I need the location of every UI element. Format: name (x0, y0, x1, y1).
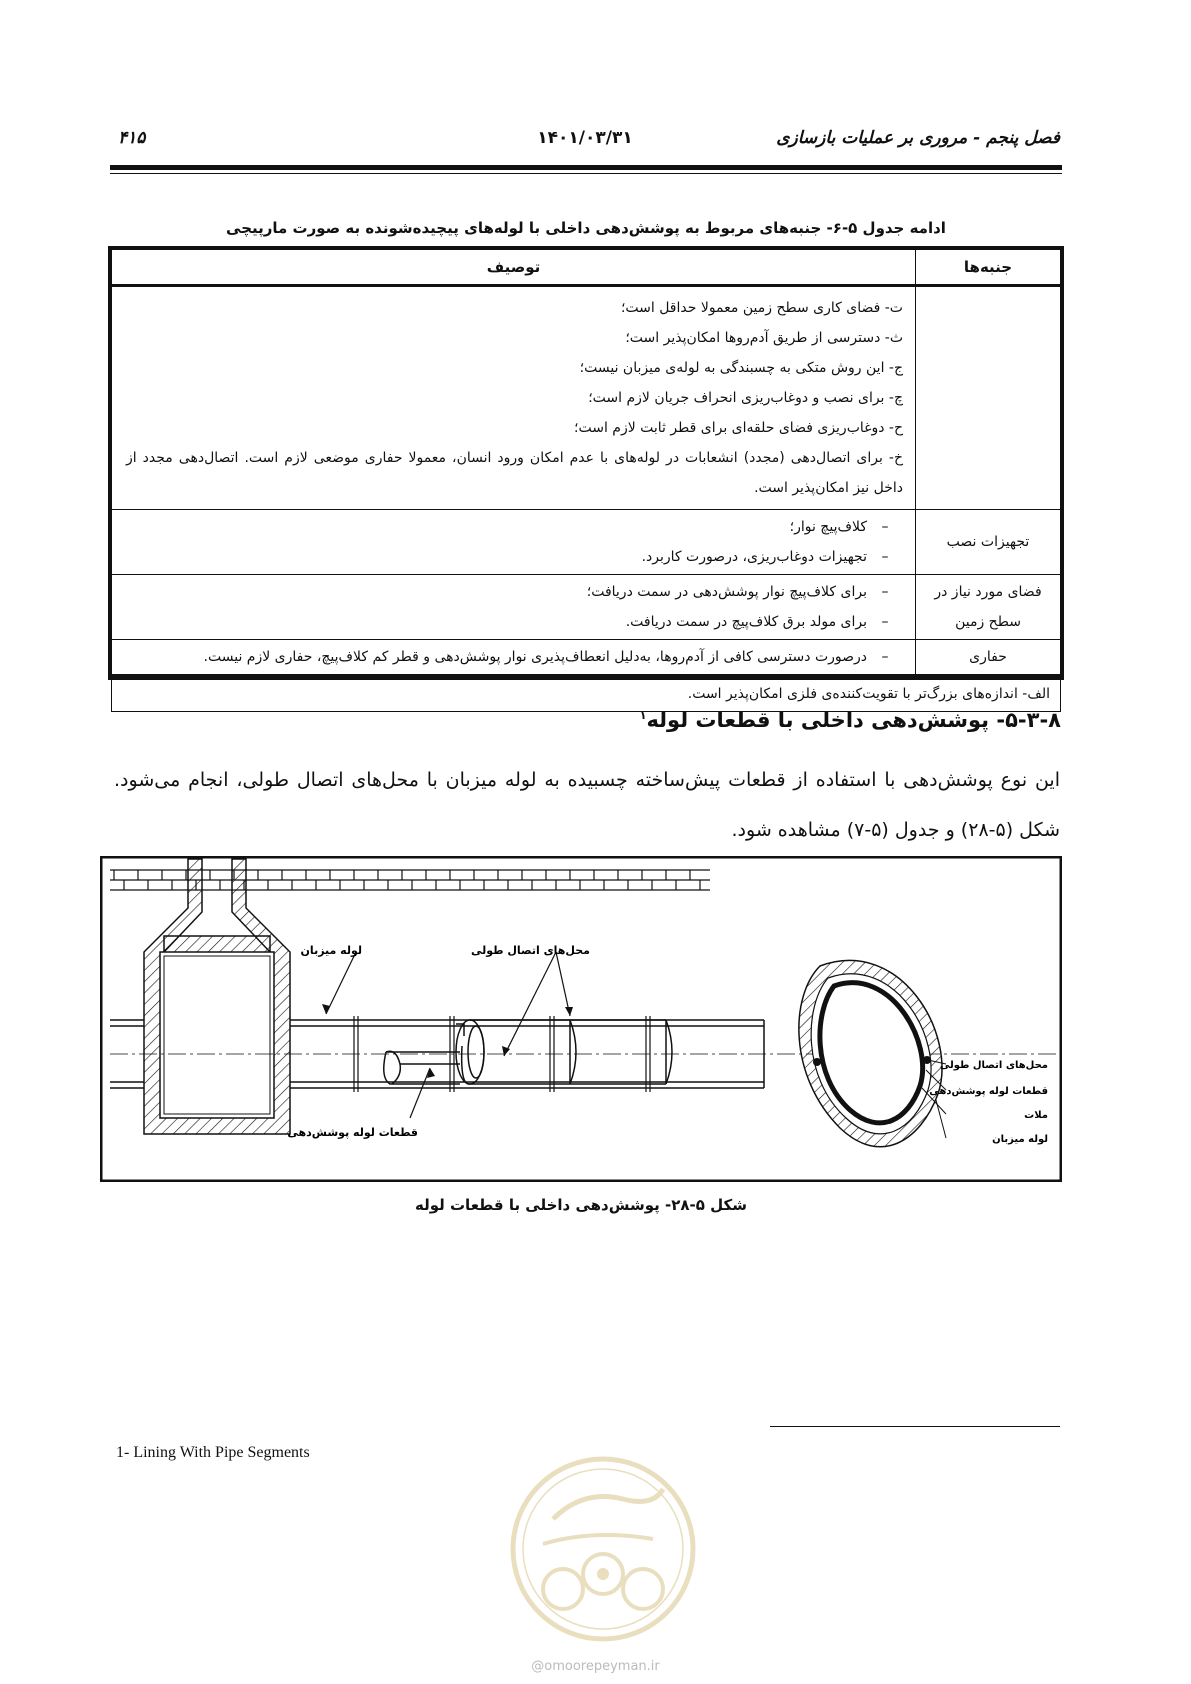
bullet-item (126, 607, 903, 637)
row1-aspect (916, 286, 1061, 510)
desc-line: ج- این روش متکی به چسبندگی به لوله‌ی میزبان نیست؛ (579, 360, 903, 376)
desc-line: ث- دسترسی از طریق آدم‌روها امکان‌پذیر است؛ (625, 330, 903, 346)
xs-label-mortar: ملات (1024, 1110, 1048, 1121)
table-caption: ادامه جدول ۵-۶- جنبه‌های مربوط به پوشش‌دهی داخلی با لوله‌های پیچیده‌شونده به صورت مارپیچی (226, 219, 946, 237)
publisher-logo-watermark (503, 1449, 703, 1649)
table-footnote-row (112, 676, 1061, 712)
footnote-rule (770, 1426, 1060, 1427)
row4-description (112, 640, 916, 676)
bullet-item (126, 642, 903, 672)
bullet-dash: – (881, 649, 889, 665)
desc-line: چ- برای نصب و دوغاب‌ریزی انحراف جریان لازم است؛ (588, 390, 903, 406)
table-row (112, 286, 1061, 510)
table-header-row (112, 250, 1061, 286)
aspect-line: فضای مورد نیاز در (934, 584, 1042, 600)
bullet-dash: – (881, 549, 889, 565)
footnote-marker: ۱ (639, 709, 647, 722)
section-heading (640, 708, 1061, 732)
bullet-text: کلاف‌پیچ نوار؛ (789, 519, 867, 535)
watermark-handle: @omoorepeyman.ir (531, 1659, 660, 1674)
row1-description (112, 286, 916, 510)
desc-line: داخل نیز امکان‌پذیر است. (754, 480, 903, 496)
bullet-item (126, 542, 903, 572)
header-date: ۱۴۰۱/۰۳/۳۱ (537, 128, 633, 148)
row2-description (112, 510, 916, 575)
bullet-text: تجهیزات دوغاب‌ریزی، درصورت کاربرد. (641, 549, 867, 565)
bullet-text: درصورت دسترسی کافی از آدم‌روها، به‌دلیل انعطاف‌پذیری نوار پوشش‌دهی و قطر کم کلاف‌پیچ، حفاری لازم نیست. (203, 649, 867, 665)
table-row (112, 640, 1061, 676)
desc-line: ح- دوغاب‌ریزی فضای حلقه‌ای برای قطر ثابت لازم است؛ (574, 420, 903, 436)
pipe-segment-lining-figure (100, 856, 1062, 1182)
manhole-inner (164, 956, 270, 1114)
table-row (112, 575, 1061, 640)
xs-label-joints: محل‌های اتصال طولی (939, 1060, 1048, 1071)
xs-label-host: لوله میزبان (992, 1134, 1048, 1145)
row4-aspect: حفاری (916, 640, 1061, 676)
row3-aspect (916, 575, 1061, 640)
xs-label-segments: قطعات لوله پوشش‌دهی (929, 1086, 1048, 1097)
bullet-dash: – (881, 519, 889, 535)
paragraph-line: شکل (۵-۲۸) و جدول (۵-۷) مشاهده شود. (731, 819, 1060, 841)
page-header (110, 128, 1060, 158)
paragraph-line: این نوع پوشش‌دهی با استفاده از قطعات پیش‌ساخته چسبیده به لوله میزبان با محل‌های اتصال طولی، انجام می‌شود. (114, 769, 1060, 791)
bullet-dash: – (881, 614, 889, 630)
page-number: ۴۱۵ (118, 128, 146, 148)
body-paragraph (114, 755, 1060, 855)
table-row (112, 510, 1061, 575)
header-aspects: جنبه‌ها (916, 250, 1061, 286)
bullet-item (126, 577, 903, 607)
bullet-text: برای کلاف‌پیچ نوار پوشش‌دهی در سمت دریافت؛ (586, 584, 867, 600)
row2-aspect: تجهیزات نصب (916, 510, 1061, 575)
joint-dot-left (813, 1058, 821, 1066)
figure-caption: شکل ۵-۲۸- پوشش‌دهی داخلی با قطعات لوله (415, 1196, 747, 1214)
desc-line: خ- برای اتصال‌دهی (مجدد) انشعابات در لوله‌های با عدم امکان ورود انسان، معمولا حفاری موضعی لازم است. اتصال‌دهی مجدد از (126, 450, 903, 466)
desc-line: ت- فضای کاری سطح زمین معمولا حداقل است؛ (620, 300, 903, 316)
bullet-dash: – (881, 584, 889, 600)
header-rule-thick (110, 165, 1062, 170)
header-rule-thin (110, 173, 1062, 174)
chapter-title: فصل پنجم - مروری بر عملیات بازسازی (776, 128, 1060, 148)
footnote-text: 1- Lining With Pipe Segments (116, 1444, 310, 1461)
label-longitudinal-joints: محل‌های اتصال طولی (471, 944, 590, 957)
aspects-table (108, 246, 1064, 702)
label-host-pipe: لوله میزبان (300, 944, 362, 957)
section-heading-text: ۵-۳-۸- پوشش‌دهی داخلی با قطعات لوله (646, 708, 1061, 732)
header-description: توصیف (112, 250, 916, 286)
aspect-line: سطح زمین (955, 614, 1021, 630)
bullet-item (126, 512, 903, 542)
row3-description (112, 575, 916, 640)
bullet-text: برای مولد برق کلاف‌پیچ در سمت دریافت. (625, 614, 867, 630)
label-lining-segments: قطعات لوله پوشش‌دهی (287, 1126, 418, 1139)
table-footnote: الف- اندازه‌های بزرگ‌تر با تقویت‌کننده‌ی فلزی امکان‌پذیر است. (112, 676, 1061, 712)
